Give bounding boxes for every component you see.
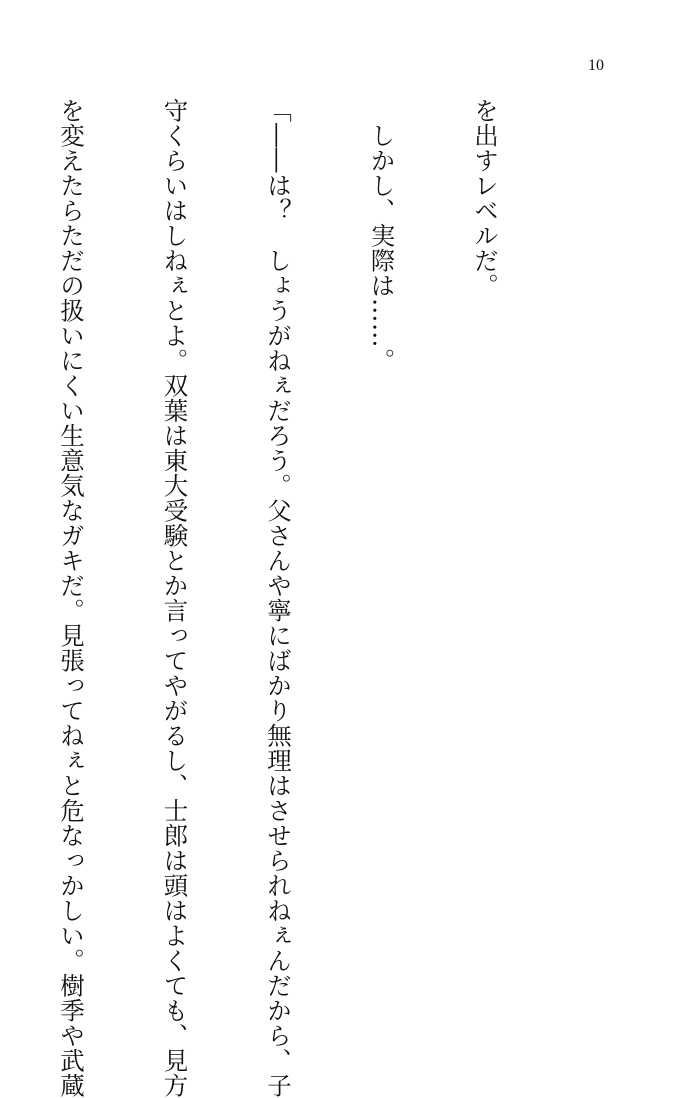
page-number: 10 <box>588 57 604 74</box>
text-line: を変えたらただの扱いにくい生意気なガキだ。見張ってねぇと危なっかしい。樹季や武蔵 <box>57 98 86 1098</box>
text-line: 「――は？ しょうがねぇだろう。父さんや寧にばかり無理はさせられねぇんだから、子 <box>264 98 293 1098</box>
text-line: を出すレベルだ。 <box>471 98 500 298</box>
body-text <box>0 98 571 1098</box>
text-line: しかし、実際は……。 <box>367 98 397 373</box>
text-line: 守くらいはしねぇとよ。双葉は東大受験とか言ってやがるし、士郎は頭はよくても、見方 <box>160 98 190 1098</box>
